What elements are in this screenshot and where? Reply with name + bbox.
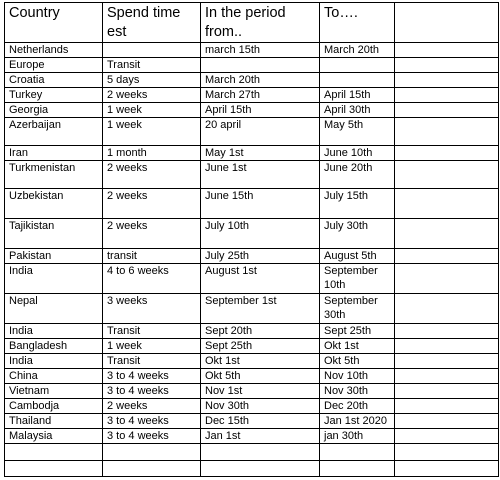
cell-period-from: 20 april <box>201 118 320 146</box>
cell-country: Iran <box>5 146 103 161</box>
cell-extra <box>395 146 499 161</box>
cell-spend-time: 4 to 6 weeks <box>103 264 201 294</box>
cell-extra <box>395 444 499 461</box>
cell-country: Croatia <box>5 73 103 88</box>
travel-itinerary-table <box>4 2 499 477</box>
table-row <box>5 146 499 161</box>
cell-spend-time: 2 weeks <box>103 161 201 189</box>
cell-period-to: jan 30th <box>320 429 395 444</box>
table-row <box>5 339 499 354</box>
cell-extra <box>395 414 499 429</box>
header-spend-time: Spend time est <box>103 3 201 43</box>
cell-period-from <box>201 444 320 461</box>
cell-period-from: May 1st <box>201 146 320 161</box>
cell-country: Vietnam <box>5 384 103 399</box>
cell-country: Thailand <box>5 414 103 429</box>
cell-period-to <box>320 73 395 88</box>
header-extra <box>395 3 499 43</box>
table-row <box>5 399 499 414</box>
header-to: To…. <box>320 3 395 43</box>
cell-extra <box>395 461 499 477</box>
cell-spend-time: Transit <box>103 58 201 73</box>
cell-spend-time: 2 weeks <box>103 88 201 103</box>
cell-period-from: April 15th <box>201 103 320 118</box>
cell-period-from <box>201 461 320 477</box>
cell-period-to: Dec 20th <box>320 399 395 414</box>
cell-spend-time: Transit <box>103 324 201 339</box>
cell-period-from <box>201 58 320 73</box>
table-row <box>5 219 499 249</box>
cell-period-to: September 30th <box>320 294 395 324</box>
cell-period-from: June 1st <box>201 161 320 189</box>
cell-extra <box>395 339 499 354</box>
cell-period-from: march 15th <box>201 43 320 58</box>
cell-extra <box>395 73 499 88</box>
cell-extra <box>395 369 499 384</box>
cell-country: Tajikistan <box>5 219 103 249</box>
cell-spend-time: transit <box>103 249 201 264</box>
cell-extra <box>395 43 499 58</box>
cell-extra <box>395 249 499 264</box>
cell-spend-time: 1 month <box>103 146 201 161</box>
cell-spend-time: 2 weeks <box>103 399 201 414</box>
table-row <box>5 73 499 88</box>
cell-country: Malaysia <box>5 429 103 444</box>
cell-country: India <box>5 324 103 339</box>
cell-period-from: Sept 25th <box>201 339 320 354</box>
cell-country <box>5 461 103 477</box>
cell-spend-time: 3 to 4 weeks <box>103 414 201 429</box>
table-row <box>5 461 499 477</box>
cell-period-to <box>320 58 395 73</box>
table-row <box>5 444 499 461</box>
cell-spend-time: 2 weeks <box>103 219 201 249</box>
cell-spend-time: 3 to 4 weeks <box>103 384 201 399</box>
cell-extra <box>395 354 499 369</box>
cell-period-from: June 15th <box>201 189 320 219</box>
cell-period-to: Okt 5th <box>320 354 395 369</box>
cell-extra <box>395 399 499 414</box>
cell-period-to: Okt 1st <box>320 339 395 354</box>
cell-period-to: July 30th <box>320 219 395 249</box>
cell-spend-time: Transit <box>103 354 201 369</box>
cell-country: Uzbekistan <box>5 189 103 219</box>
cell-period-from: July 10th <box>201 219 320 249</box>
cell-period-to: March 20th <box>320 43 395 58</box>
cell-period-to: April 15th <box>320 88 395 103</box>
cell-period-to: June 10th <box>320 146 395 161</box>
cell-extra <box>395 189 499 219</box>
table-row <box>5 43 499 58</box>
cell-period-to: Nov 10th <box>320 369 395 384</box>
cell-spend-time: 1 week <box>103 339 201 354</box>
cell-extra <box>395 384 499 399</box>
cell-extra <box>395 118 499 146</box>
cell-spend-time: 5 days <box>103 73 201 88</box>
cell-spend-time: 2 weeks <box>103 189 201 219</box>
cell-period-to: Sept 25th <box>320 324 395 339</box>
cell-country: Nepal <box>5 294 103 324</box>
cell-period-from: Nov 1st <box>201 384 320 399</box>
cell-spend-time: 3 weeks <box>103 294 201 324</box>
header-period-from: In the period from.. <box>201 3 320 43</box>
cell-country: Georgia <box>5 103 103 118</box>
cell-period-from: Sept 20th <box>201 324 320 339</box>
table-body <box>5 3 499 477</box>
cell-extra <box>395 429 499 444</box>
table-row <box>5 118 499 146</box>
cell-period-from: Dec 15th <box>201 414 320 429</box>
cell-spend-time <box>103 461 201 477</box>
cell-spend-time <box>103 43 201 58</box>
header-row <box>5 3 499 43</box>
cell-country: Azerbaijan <box>5 118 103 146</box>
cell-country: China <box>5 369 103 384</box>
cell-period-from: Okt 5th <box>201 369 320 384</box>
table-row <box>5 264 499 294</box>
table-row <box>5 161 499 189</box>
cell-spend-time: 1 week <box>103 103 201 118</box>
cell-country <box>5 444 103 461</box>
cell-period-to <box>320 461 395 477</box>
cell-period-to: May 5th <box>320 118 395 146</box>
cell-extra <box>395 161 499 189</box>
table-row <box>5 414 499 429</box>
cell-country: Turkey <box>5 88 103 103</box>
table-row <box>5 324 499 339</box>
cell-period-from: July 25th <box>201 249 320 264</box>
cell-period-from: August 1st <box>201 264 320 294</box>
cell-period-to: September 10th <box>320 264 395 294</box>
cell-country: Bangladesh <box>5 339 103 354</box>
cell-period-to: April 30th <box>320 103 395 118</box>
cell-extra <box>395 324 499 339</box>
cell-spend-time: 3 to 4 weeks <box>103 429 201 444</box>
cell-spend-time <box>103 444 201 461</box>
cell-period-to: Nov 30th <box>320 384 395 399</box>
cell-period-to: August 5th <box>320 249 395 264</box>
cell-extra <box>395 294 499 324</box>
table-row <box>5 249 499 264</box>
cell-period-from: September 1st <box>201 294 320 324</box>
cell-period-to: June 20th <box>320 161 395 189</box>
cell-period-from: March 27th <box>201 88 320 103</box>
cell-spend-time: 1 week <box>103 118 201 146</box>
table-row <box>5 103 499 118</box>
table-row <box>5 354 499 369</box>
table-row <box>5 58 499 73</box>
cell-period-to <box>320 444 395 461</box>
cell-period-to: Jan 1st 2020 <box>320 414 395 429</box>
cell-extra <box>395 219 499 249</box>
table-row <box>5 294 499 324</box>
table-row <box>5 88 499 103</box>
cell-period-from: Jan 1st <box>201 429 320 444</box>
cell-extra <box>395 103 499 118</box>
cell-country: Netherlands <box>5 43 103 58</box>
cell-period-from: March 20th <box>201 73 320 88</box>
table-row <box>5 429 499 444</box>
table-row <box>5 369 499 384</box>
cell-country: India <box>5 264 103 294</box>
cell-country: India <box>5 354 103 369</box>
cell-extra <box>395 58 499 73</box>
cell-country: Turkmenistan <box>5 161 103 189</box>
table-row <box>5 384 499 399</box>
cell-extra <box>395 88 499 103</box>
cell-period-to: July 15th <box>320 189 395 219</box>
cell-spend-time: 3 to 4 weeks <box>103 369 201 384</box>
header-country: Country <box>5 3 103 43</box>
cell-country: Europe <box>5 58 103 73</box>
cell-extra <box>395 264 499 294</box>
cell-country: Cambodja <box>5 399 103 414</box>
cell-period-from: Okt 1st <box>201 354 320 369</box>
cell-period-from: Nov 30th <box>201 399 320 414</box>
cell-country: Pakistan <box>5 249 103 264</box>
table-row <box>5 189 499 219</box>
